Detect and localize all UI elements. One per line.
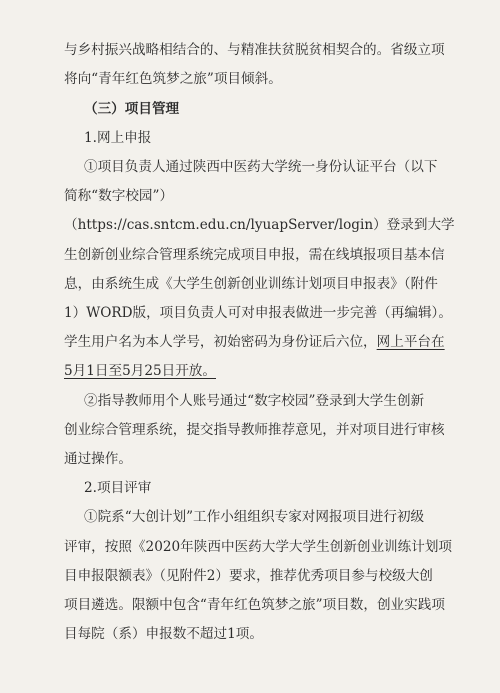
para-line-9: 息，由系统生成《大学生创新创业训练计划项目申报表》（附件 [64, 276, 438, 292]
para-line-12 [64, 362, 500, 380]
section-heading: （三）项目管理 [84, 101, 180, 117]
platform-open-text: 网上平台在 [376, 334, 445, 350]
para-line-15: 通过操作。 [64, 451, 132, 467]
para-line-20: 项目遴选。限额中包含“青年红色筑梦之旅”项目数，创业实践项 [64, 597, 445, 613]
para-line-18: 评审，按照《2020年陕西中医药大学大学生创新创业训练计划项 [64, 539, 453, 555]
sub-heading-review: 2.项目评审 [84, 480, 152, 496]
para-line-6: 简称“数字校园”） [64, 188, 174, 204]
para-line-5: ①项目负责人通过陕西中医药大学统一身份认证平台（以下 [84, 159, 438, 175]
para-line-13: ②指导教师用个人账号通过“数字校园”登录到大学生创新 [84, 393, 425, 409]
para-line-21: 目每院（系）申报数不超过1项。 [64, 626, 263, 642]
para-line-14: 创业综合管理系统，提交指导教师推荐意见，并对项目进行审核 [64, 422, 445, 438]
url-line: （https://cas.sntcm.edu.cn/lyuapServer/login）登录到大学 [64, 217, 455, 233]
open-dates-text: 5月1日至5月25日开放。 [64, 363, 216, 379]
para-line-17: ①院系“大创计划”工作小组组织专家对网报项目进行初级 [84, 509, 425, 525]
para-line-19: 目申报限额表》（见附件2）要求，推荐优秀项目参与校级大创 [64, 568, 433, 584]
para-line-11 [64, 333, 500, 351]
password-text: 学生用户名为本人学号，初始密码为身份证后六位， [64, 334, 377, 350]
para-line-10: 1）WORD版，项目负责人可对申报表做进一步完善（再编辑）。 [64, 305, 452, 321]
sub-heading-online: 1.网上申报 [84, 130, 152, 146]
para-line-8: 生创新创业综合管理系统完成项目申报，需在线填报项目基本信 [64, 247, 445, 263]
para-line-1: 与乡村振兴战略相结合的、与精准扶贫脱贫相契合的。省级立项 [64, 42, 445, 58]
para-line-2: 将向“青年红色筑梦之旅”项目倾斜。 [64, 71, 282, 87]
